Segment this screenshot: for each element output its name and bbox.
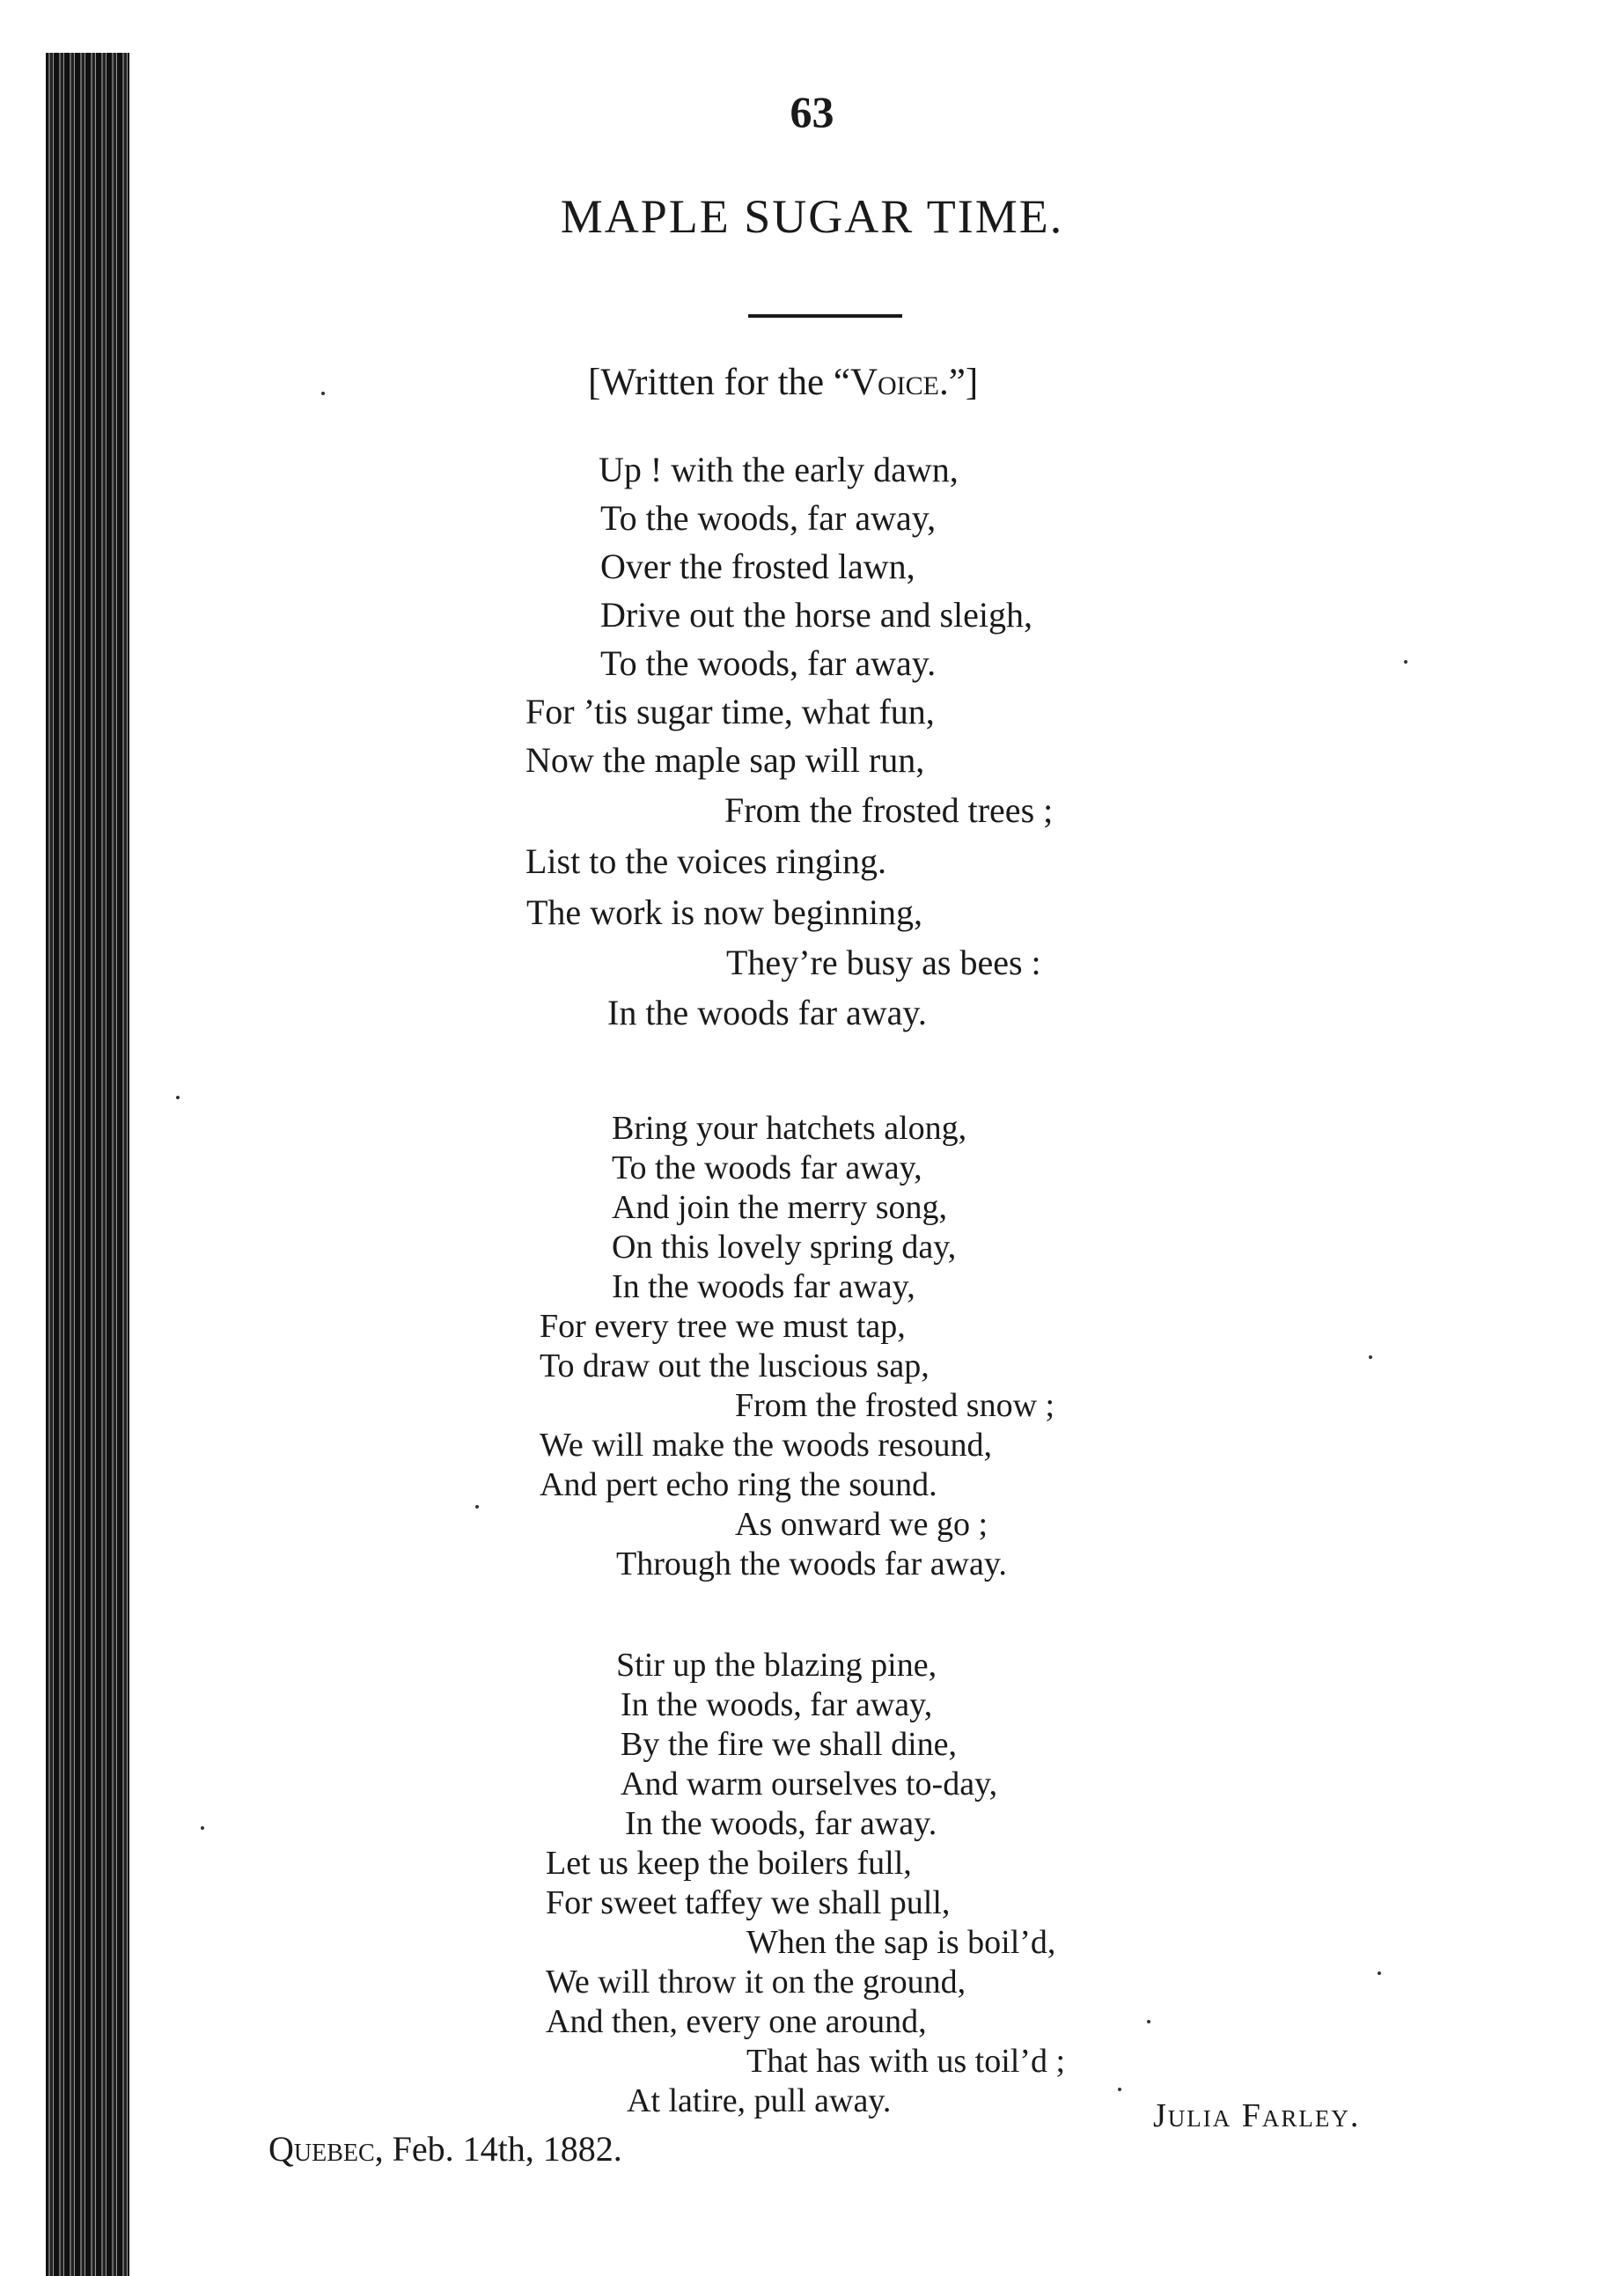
print-speck [201, 1826, 204, 1830]
poem-line: In the woods far away, [612, 1268, 915, 1305]
poem-line: By the fire we shall dine, [621, 1726, 958, 1763]
publication-note [588, 361, 978, 404]
poem-line: In the woods, far away. [625, 1805, 937, 1842]
poem-line: To the woods far away, [612, 1149, 922, 1186]
print-speck [176, 1096, 180, 1099]
poem-line: And then, every one around, [546, 2003, 927, 2040]
poem-line: For ’tis sugar time, what fun, [525, 692, 935, 731]
poem-line: For every tree we must tap, [540, 1308, 906, 1345]
poem-line: At latire, pull away. [627, 2082, 892, 2119]
poem-line: In the woods, far away, [621, 1686, 933, 1723]
note-prefix: [Written for the “ [588, 362, 850, 403]
poem-line: To the woods, far away, [600, 498, 937, 538]
poem-line: Over the frosted lawn, [600, 547, 915, 586]
book-binding-edge [46, 53, 129, 2276]
poem-line: Stir up the blazing pine, [616, 1647, 937, 1684]
poem-title: MAPLE SUGAR TIME. [560, 190, 1064, 243]
poem-line: Bring your hatchets along, [612, 1110, 967, 1147]
note-suffix: .”] [938, 362, 979, 403]
poem-line: From the frosted trees ; [724, 790, 1054, 830]
poem-line: The work is now beginning, [526, 892, 922, 932]
print-speck [1118, 2088, 1121, 2091]
title-rule [748, 314, 902, 318]
print-speck [1378, 1971, 1381, 1975]
print-speck [1369, 1355, 1372, 1359]
poem-line: And warm ourselves to-day, [621, 1766, 998, 1802]
page-number: 63 [790, 87, 834, 136]
poem-line: And pert echo ring the sound. [540, 1466, 937, 1503]
poem-line: We will throw it on the ground, [546, 1964, 966, 2001]
poem-line: They’re busy as bees : [726, 943, 1041, 982]
place: Quebec [268, 2129, 375, 2169]
poem-line: Up ! with the early dawn, [599, 450, 959, 489]
place-date [268, 2128, 622, 2170]
poem-line: Through the woods far away. [616, 1545, 1007, 1582]
poem-line: We will make the woods resound, [540, 1427, 993, 1464]
poem-line: When the sap is boil’d, [746, 1924, 1056, 1961]
date: , Feb. 14th, 1882. [374, 2129, 622, 2169]
poem-line: List to the voices ringing. [525, 841, 886, 881]
poem-line: And join the merry song, [612, 1189, 948, 1226]
author-signature: Julia Farley. [1153, 2097, 1361, 2134]
poem-line: That has with us toil’d ; [746, 2043, 1066, 2080]
print-speck [475, 1505, 479, 1509]
print-speck [1147, 2020, 1150, 2023]
poem-line: Now the maple sap will run, [525, 740, 925, 780]
poem-line: From the frosted snow ; [735, 1387, 1055, 1424]
poem-line: To the woods, far away. [600, 643, 937, 683]
print-speck [321, 392, 325, 395]
poem-line: In the woods far away. [607, 993, 927, 1032]
poem-line: On this lovely spring day, [612, 1229, 957, 1266]
poem-line: For sweet taffey we shall pull, [546, 1884, 951, 1921]
note-publication: Voice [849, 362, 939, 403]
poem-line: As onward we go ; [735, 1506, 988, 1543]
poem-line: Drive out the horse and sleigh, [600, 595, 1032, 635]
print-speck [1404, 660, 1407, 664]
poem-line: Let us keep the boilers full, [546, 1845, 912, 1882]
poem-line: To draw out the luscious sap, [540, 1347, 930, 1384]
